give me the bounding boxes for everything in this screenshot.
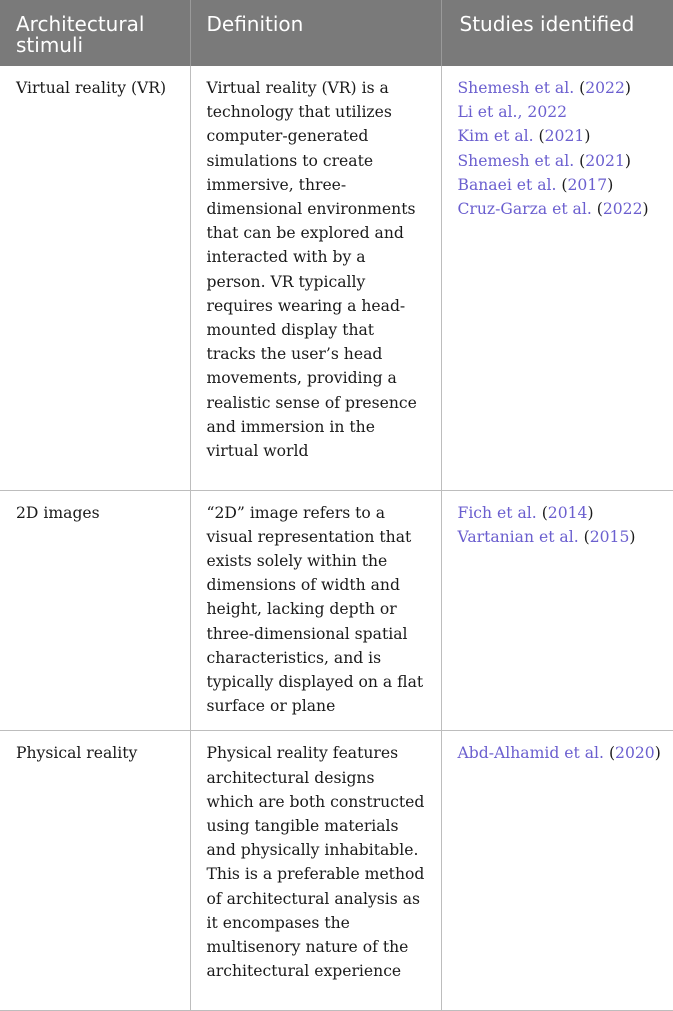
citation-paren-open: ( — [604, 744, 616, 763]
study-citation — [458, 149, 668, 173]
study-author-link[interactable]: Fich et al. — [457, 503, 537, 522]
study-year-link[interactable]: 2015 — [589, 527, 630, 546]
study-citation — [458, 525, 668, 549]
citation-paren-open: ( — [578, 527, 590, 546]
study-year-link[interactable]: 2021 — [585, 151, 625, 170]
citation-paren-open: ( — [533, 127, 545, 146]
citation-paren-close: ) — [642, 200, 649, 219]
study-author-link[interactable]: Shemesh et al. — [457, 79, 575, 97]
header-architectural-stimuli: Architectural stimuli — [0, 0, 190, 66]
studies-cell — [441, 731, 673, 1011]
citation-paren-close: ) — [587, 503, 594, 522]
citation-paren-close: ) — [654, 744, 661, 763]
study-year-link[interactable]: 2017 — [567, 175, 608, 194]
header-studies-identified: Studies identified — [441, 0, 673, 66]
table-row — [0, 731, 673, 1011]
citation-paren-close: ) — [607, 175, 614, 194]
definition-cell: “2D” image refers to a visual representation that exists solely within the dimensions of width and height, lacking depth or three-dimensional spatial characteristics, and is typically displayed on a flat surface or plane — [190, 490, 441, 731]
studies-cell — [441, 490, 673, 731]
study-author-link[interactable]: Li et al., 2022 — [457, 103, 568, 122]
citation-paren-close: ) — [624, 151, 631, 170]
citation-paren-open: ( — [591, 200, 603, 219]
citation-paren-close: ) — [584, 127, 591, 146]
study-citation — [458, 76, 668, 100]
citation-paren-open: ( — [574, 151, 586, 170]
study-citation — [458, 741, 668, 765]
header-definition: Definition — [190, 0, 441, 66]
table-header — [0, 0, 673, 66]
studies-cell — [441, 66, 673, 490]
citation-paren-open: ( — [574, 79, 586, 97]
table-row — [0, 490, 673, 731]
stimulus-cell: Virtual reality (VR) — [0, 66, 190, 490]
study-author-link[interactable]: Abd-Alhamid et al. — [457, 744, 604, 763]
study-citation — [458, 197, 668, 221]
study-author-link[interactable]: Kim et al. — [457, 127, 534, 146]
study-citation — [458, 124, 668, 148]
study-author-link[interactable]: Vartanian et al. — [457, 527, 579, 546]
citation-paren-open: ( — [536, 503, 548, 522]
study-year-link[interactable]: 2020 — [615, 744, 655, 763]
citation-paren-open: ( — [556, 175, 568, 194]
table-body — [0, 66, 673, 1011]
study-citation — [458, 173, 668, 197]
study-year-link[interactable]: 2022 — [602, 200, 643, 219]
definition-cell: Virtual reality (VR) is a technology that utilizes computer-generated simulations to create immersive, three-dimensional environments that can be explored and interacted with by a person. VR typically requires wearing a head-mounted display that tracks the user’s head movements, providing a realistic sense of presence and immersion in the virtual world — [190, 66, 441, 490]
table-row — [0, 66, 673, 490]
citation-paren-close: ) — [624, 79, 631, 97]
definition-cell: Physical reality features architectural designs which are both constructed using tangible materials and physically inhabitable. This is a preferable method of architectural analysis as it encompases the multisenory nature of the architectural experience — [190, 731, 441, 1011]
study-citation — [458, 100, 668, 124]
study-year-link[interactable]: 2022 — [585, 79, 625, 97]
study-author-link[interactable]: Banaei et al. — [457, 175, 557, 194]
study-year-link[interactable]: 2014 — [547, 503, 588, 522]
citation-paren-close: ) — [629, 527, 636, 546]
study-author-link[interactable]: Shemesh et al. — [457, 151, 575, 170]
stimulus-cell: 2D images — [0, 490, 190, 731]
header-row — [0, 0, 673, 66]
study-year-link[interactable]: 2021 — [544, 127, 585, 146]
study-citation — [458, 501, 668, 525]
study-author-link[interactable]: Cruz-Garza et al. — [457, 200, 592, 219]
stimulus-cell: Physical reality — [0, 731, 190, 1011]
